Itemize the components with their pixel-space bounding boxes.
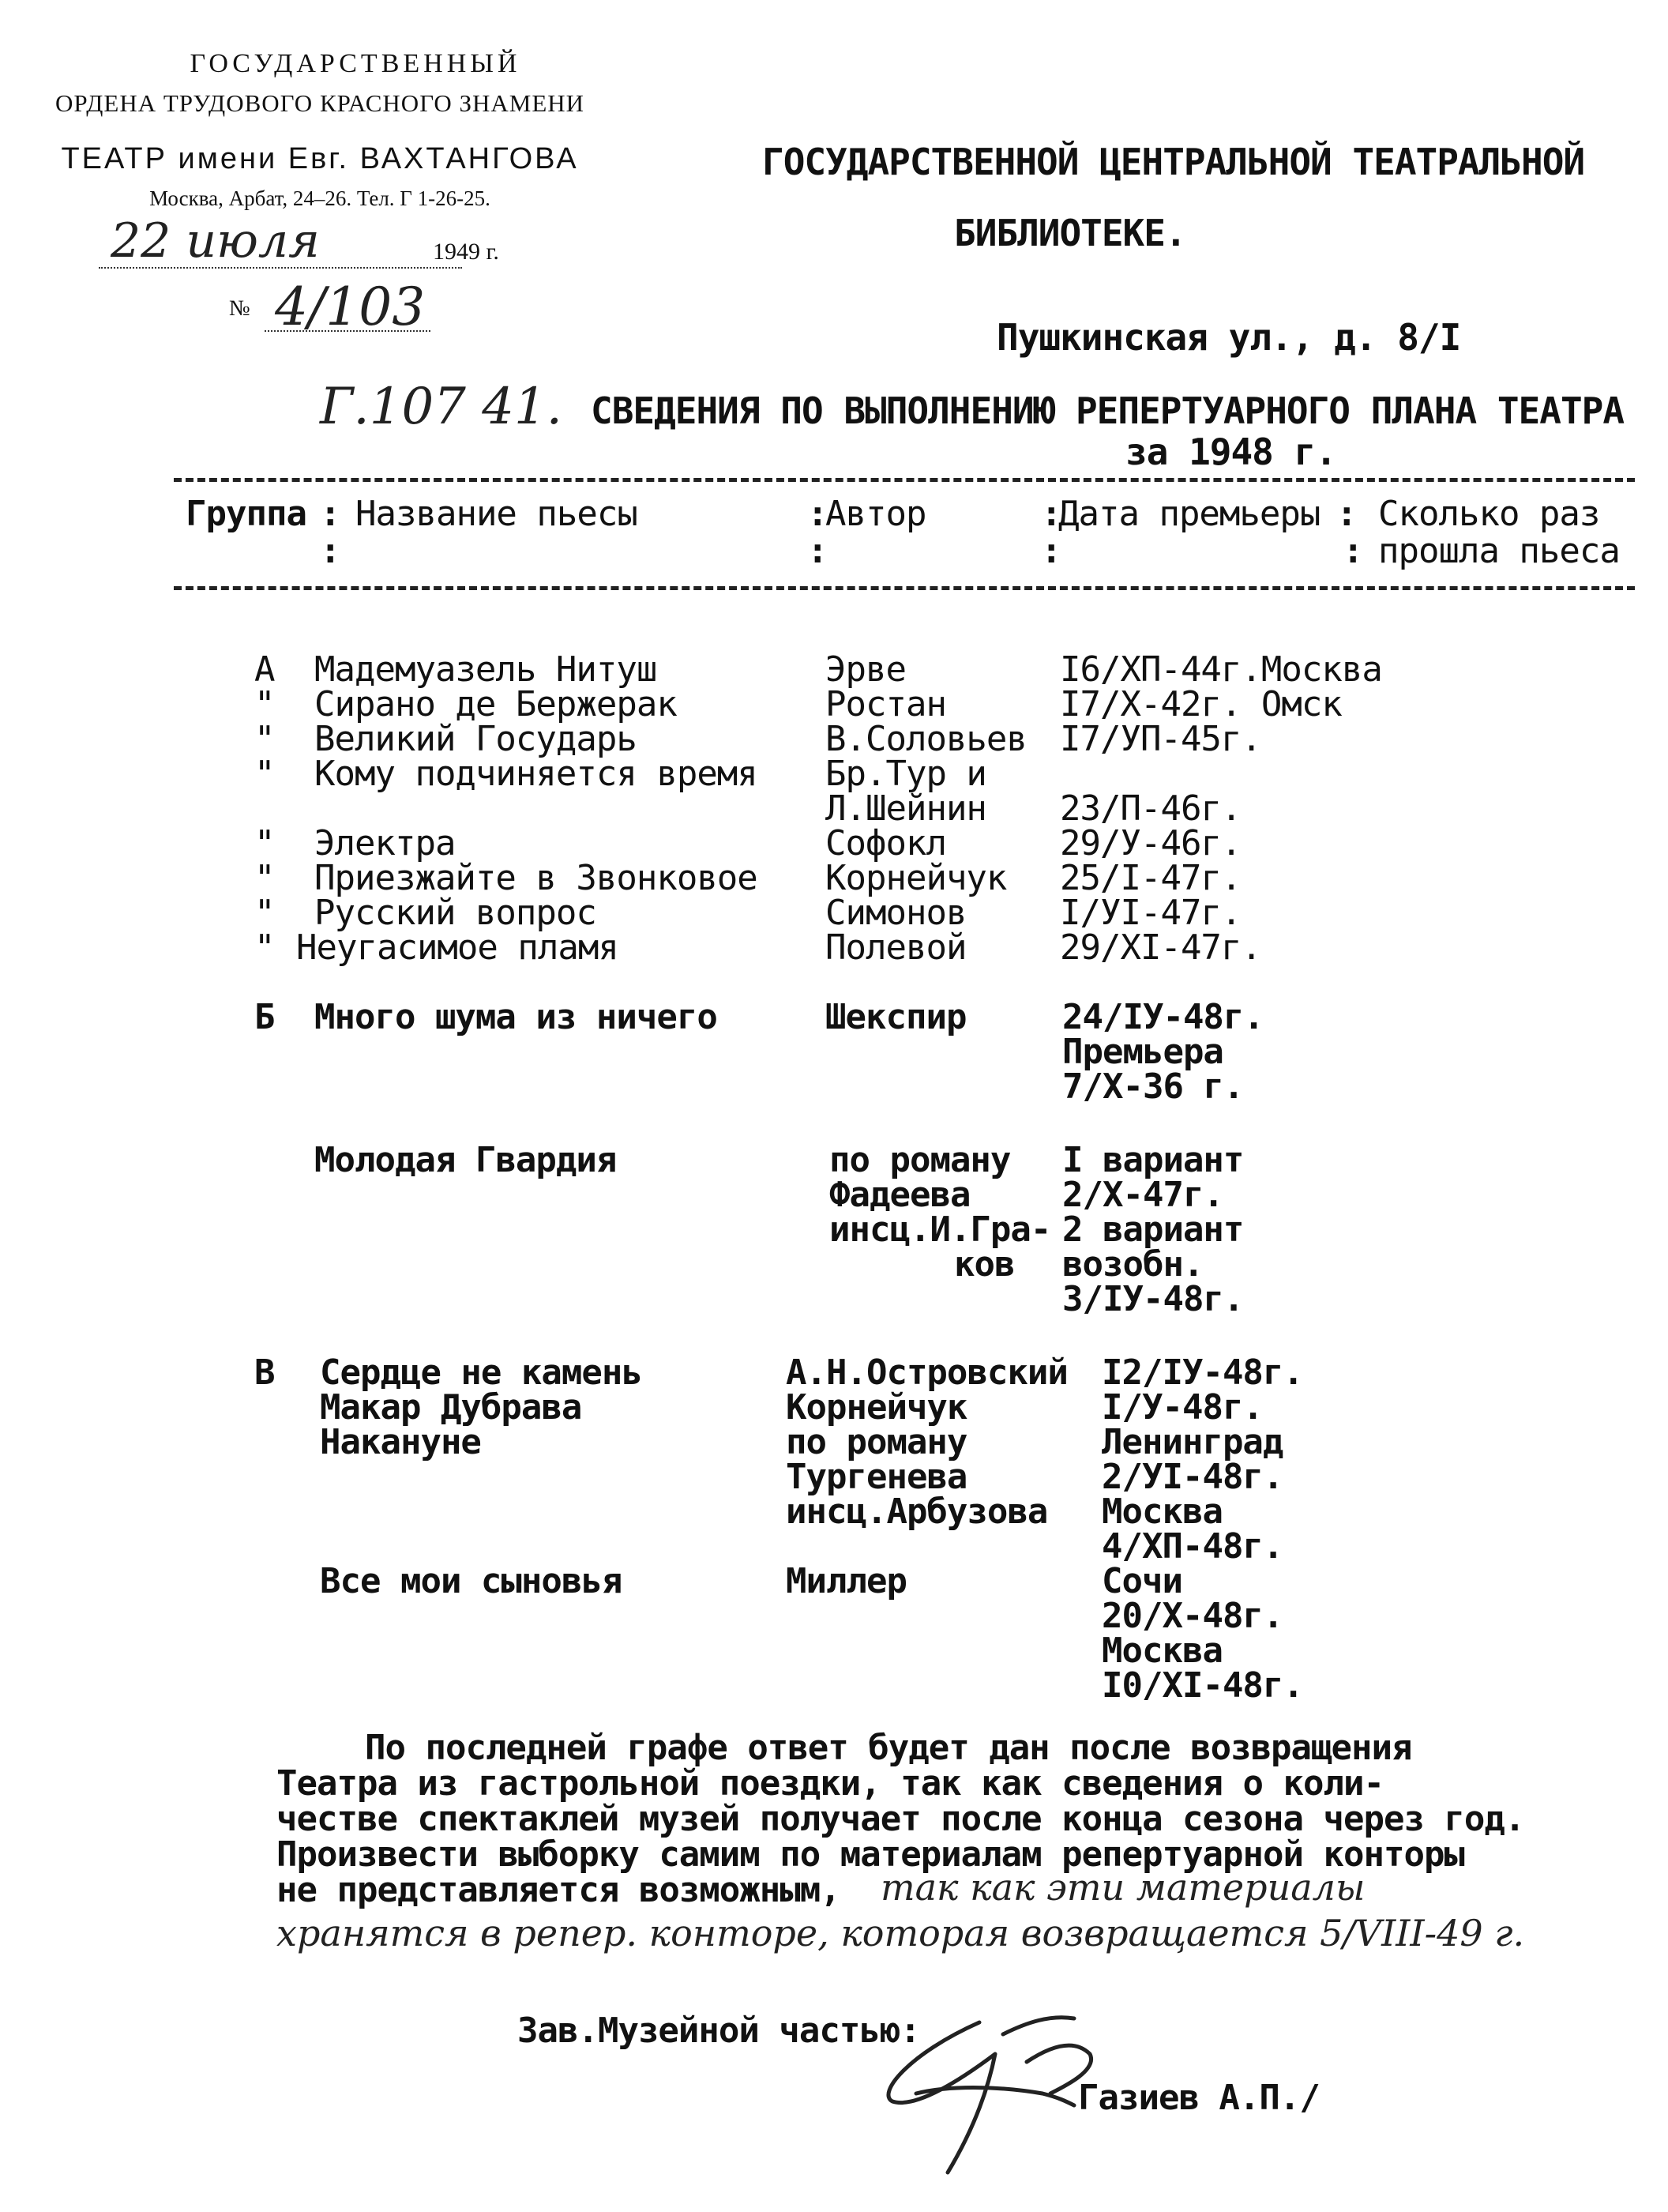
- header-separator-3b: :: [1041, 531, 1061, 571]
- cell-author: Л.Шейнин: [825, 788, 986, 829]
- header-premiere: Дата премьеры: [1058, 494, 1320, 534]
- cell-group: Б: [254, 997, 275, 1037]
- cell-date: I/У-48г.: [1102, 1387, 1263, 1428]
- paragraph-line-1: По последней графе ответ будет дан после возвращения: [365, 1728, 1412, 1768]
- header-author: Автор: [825, 494, 926, 534]
- cell-author: Софокл: [825, 823, 946, 863]
- cell-date: 4/XП-48г.: [1102, 1526, 1283, 1567]
- cell-author: Корнейчук: [786, 1387, 967, 1428]
- header-separator-2b: :: [807, 531, 828, 571]
- letter-year: 1949 г.: [433, 239, 499, 265]
- cell-date: 24/IУ-48г.: [1062, 997, 1264, 1037]
- cell-title: Приезжайте в Звонковое: [314, 858, 757, 898]
- paragraph-line-3: честве спектаклей музей получает после конца сезона через год.: [276, 1799, 1525, 1839]
- cell-group: ": [254, 823, 275, 863]
- paragraph-line-2: Театра из гастрольной поездки, так как сведения о коли-: [276, 1763, 1384, 1804]
- header-separator-1: :: [320, 494, 340, 534]
- cell-date: возобн.: [1062, 1244, 1204, 1285]
- cell-date: I7/УП-45г.: [1060, 719, 1261, 759]
- cell-group: ": [254, 719, 275, 759]
- cell-date: 3/IУ-48г.: [1062, 1279, 1244, 1319]
- header-count-line1: Сколько раз: [1378, 494, 1600, 534]
- cell-group: ": [254, 754, 275, 794]
- cell-date: Ленинград: [1102, 1422, 1283, 1462]
- cell-date: I0/XI-48г.: [1102, 1665, 1303, 1706]
- cell-title: Накануне: [320, 1422, 481, 1462]
- cell-author: ков: [954, 1244, 1015, 1285]
- cell-author: Бр.Тур и: [825, 754, 986, 794]
- cell-author: Ростан: [825, 684, 946, 724]
- cell-date: I7/X-42г. Омск: [1060, 684, 1342, 724]
- cell-author: Фадеева: [829, 1175, 971, 1215]
- cell-date: 25/I-47г.: [1060, 858, 1242, 898]
- letterhead-line-3: ТЕАТР имени Евг. ВАХТАНГОВА: [61, 142, 579, 175]
- cell-date: 2/X-47г.: [1062, 1175, 1223, 1215]
- signature-label: Зав.Музейной частью:: [517, 2011, 920, 2051]
- cell-author: инсц.И.Гра-: [829, 1209, 1051, 1250]
- paragraph-line-5: не представляется возможным,: [276, 1870, 840, 1910]
- cell-date: 2 вариант: [1062, 1209, 1244, 1250]
- header-title: Название пьесы: [355, 494, 637, 534]
- cell-date: I/УI-47г.: [1060, 893, 1242, 933]
- cell-group: ": [254, 858, 275, 898]
- letter-number-label: №: [229, 296, 250, 321]
- cell-date: 7/X-36 г.: [1062, 1066, 1244, 1107]
- cell-author: Эрве: [825, 649, 906, 690]
- cell-title: Молодая Гвардия: [314, 1140, 617, 1180]
- cell-author: инсц.Арбузова: [786, 1492, 1048, 1532]
- cell-title: Сирано де Бержерак: [314, 684, 677, 724]
- addressee-line-2: БИБЛИОТЕКЕ.: [954, 212, 1186, 254]
- cell-author: В.Соловьев: [825, 719, 1027, 759]
- cell-author: по роману: [786, 1422, 967, 1462]
- header-count-line2: прошла пьеса: [1378, 531, 1620, 571]
- cell-date: Премьера: [1062, 1032, 1223, 1072]
- cell-author: по роману: [829, 1140, 1011, 1180]
- cell-group: В: [254, 1352, 275, 1393]
- header-group: Группа: [186, 494, 306, 534]
- cell-date: 29/XI-47г.: [1060, 927, 1261, 968]
- cell-title: Сердце не камень: [320, 1352, 642, 1393]
- cell-date: 20/X-48г.: [1102, 1596, 1283, 1636]
- cell-date: Москва: [1102, 1492, 1223, 1532]
- cell-group: ": [254, 893, 275, 933]
- cell-title: Все мои сыновья: [320, 1561, 622, 1601]
- signatory-name: Газиев А.П./: [1078, 2078, 1320, 2118]
- header-separator-3: :: [1041, 494, 1061, 534]
- cell-group: А: [254, 649, 275, 690]
- addressee-address: Пушкинская ул., д. 8/I: [997, 316, 1461, 359]
- letterhead-line-4: Москва, Арбат, 24–26. Тел. Г 1-26-25.: [149, 186, 490, 210]
- cell-title: Мадемуазель Нитуш: [314, 649, 657, 690]
- cell-title: Неугасимое пламя: [296, 927, 618, 968]
- cell-title: Великий Государь: [314, 719, 637, 759]
- addressee-line-1: ГОСУДАРСТВЕННОЙ ЦЕНТРАЛЬНОЙ ТЕАТРАЛЬНОЙ: [762, 141, 1585, 183]
- letter-number-handwritten: 4/103: [275, 276, 426, 337]
- cell-title: Русский вопрос: [314, 893, 596, 933]
- report-title-year: за 1948 г.: [1125, 431, 1336, 473]
- cell-author: Симонов: [825, 893, 967, 933]
- cell-date: I вариант: [1062, 1140, 1244, 1180]
- cell-title: Кому подчиняется время: [314, 754, 757, 794]
- cell-title: Электра: [314, 823, 456, 863]
- cell-date: I6/XП-44г.Москва: [1060, 649, 1382, 690]
- letter-date-handwritten: 22 июля: [111, 213, 320, 269]
- header-separator-4b: :: [1343, 531, 1363, 571]
- cell-date: I2/IУ-48г.: [1102, 1352, 1303, 1393]
- cell-date: 29/У-46г.: [1060, 823, 1242, 863]
- letterhead-line-2: ОРДЕНА ТРУДОВОГО КРАСНОГО ЗНАМЕНИ: [54, 89, 585, 117]
- cell-date: Москва: [1102, 1631, 1223, 1671]
- cell-author: Корнейчук: [825, 858, 1007, 898]
- cell-title: Много шума из ничего: [314, 997, 717, 1037]
- cell-author: Полевой: [825, 927, 967, 968]
- cell-date: 2/УI-48г.: [1102, 1457, 1283, 1497]
- cell-author: Шекспир: [825, 997, 967, 1037]
- paragraph-handwritten-2: хранятся в репер. конторе, которая возвращается 5/VIII-49 г.: [276, 1912, 1525, 1954]
- header-separator-4: :: [1336, 494, 1357, 534]
- letterhead-line-1: ГОСУДАРСТВЕННЫЙ: [190, 49, 521, 78]
- cell-group: ": [254, 927, 275, 968]
- cell-author: А.Н.Островский: [786, 1352, 1068, 1393]
- cell-title: Макар Дубрава: [320, 1387, 582, 1428]
- paragraph-handwritten-1: так как эти материалы: [881, 1866, 1366, 1909]
- header-separator-2: :: [807, 494, 828, 534]
- cell-date: 23/П-46г.: [1060, 788, 1242, 829]
- cell-author: Миллер: [786, 1561, 907, 1601]
- margin-note-handwritten: Г.107 41.: [320, 378, 562, 436]
- report-title: СВЕДЕНИЯ ПО ВЫПОЛНЕНИЮ РЕПЕРТУАРНОГО ПЛАНА ТЕАТРА: [591, 389, 1625, 432]
- cell-group: ": [254, 684, 275, 724]
- cell-date: Сочи: [1102, 1561, 1182, 1601]
- cell-author: Тургенева: [786, 1457, 967, 1497]
- header-separator-1b: :: [320, 531, 340, 571]
- paragraph-line-4: Произвести выборку самим по материалам репертуарной конторы: [276, 1834, 1464, 1875]
